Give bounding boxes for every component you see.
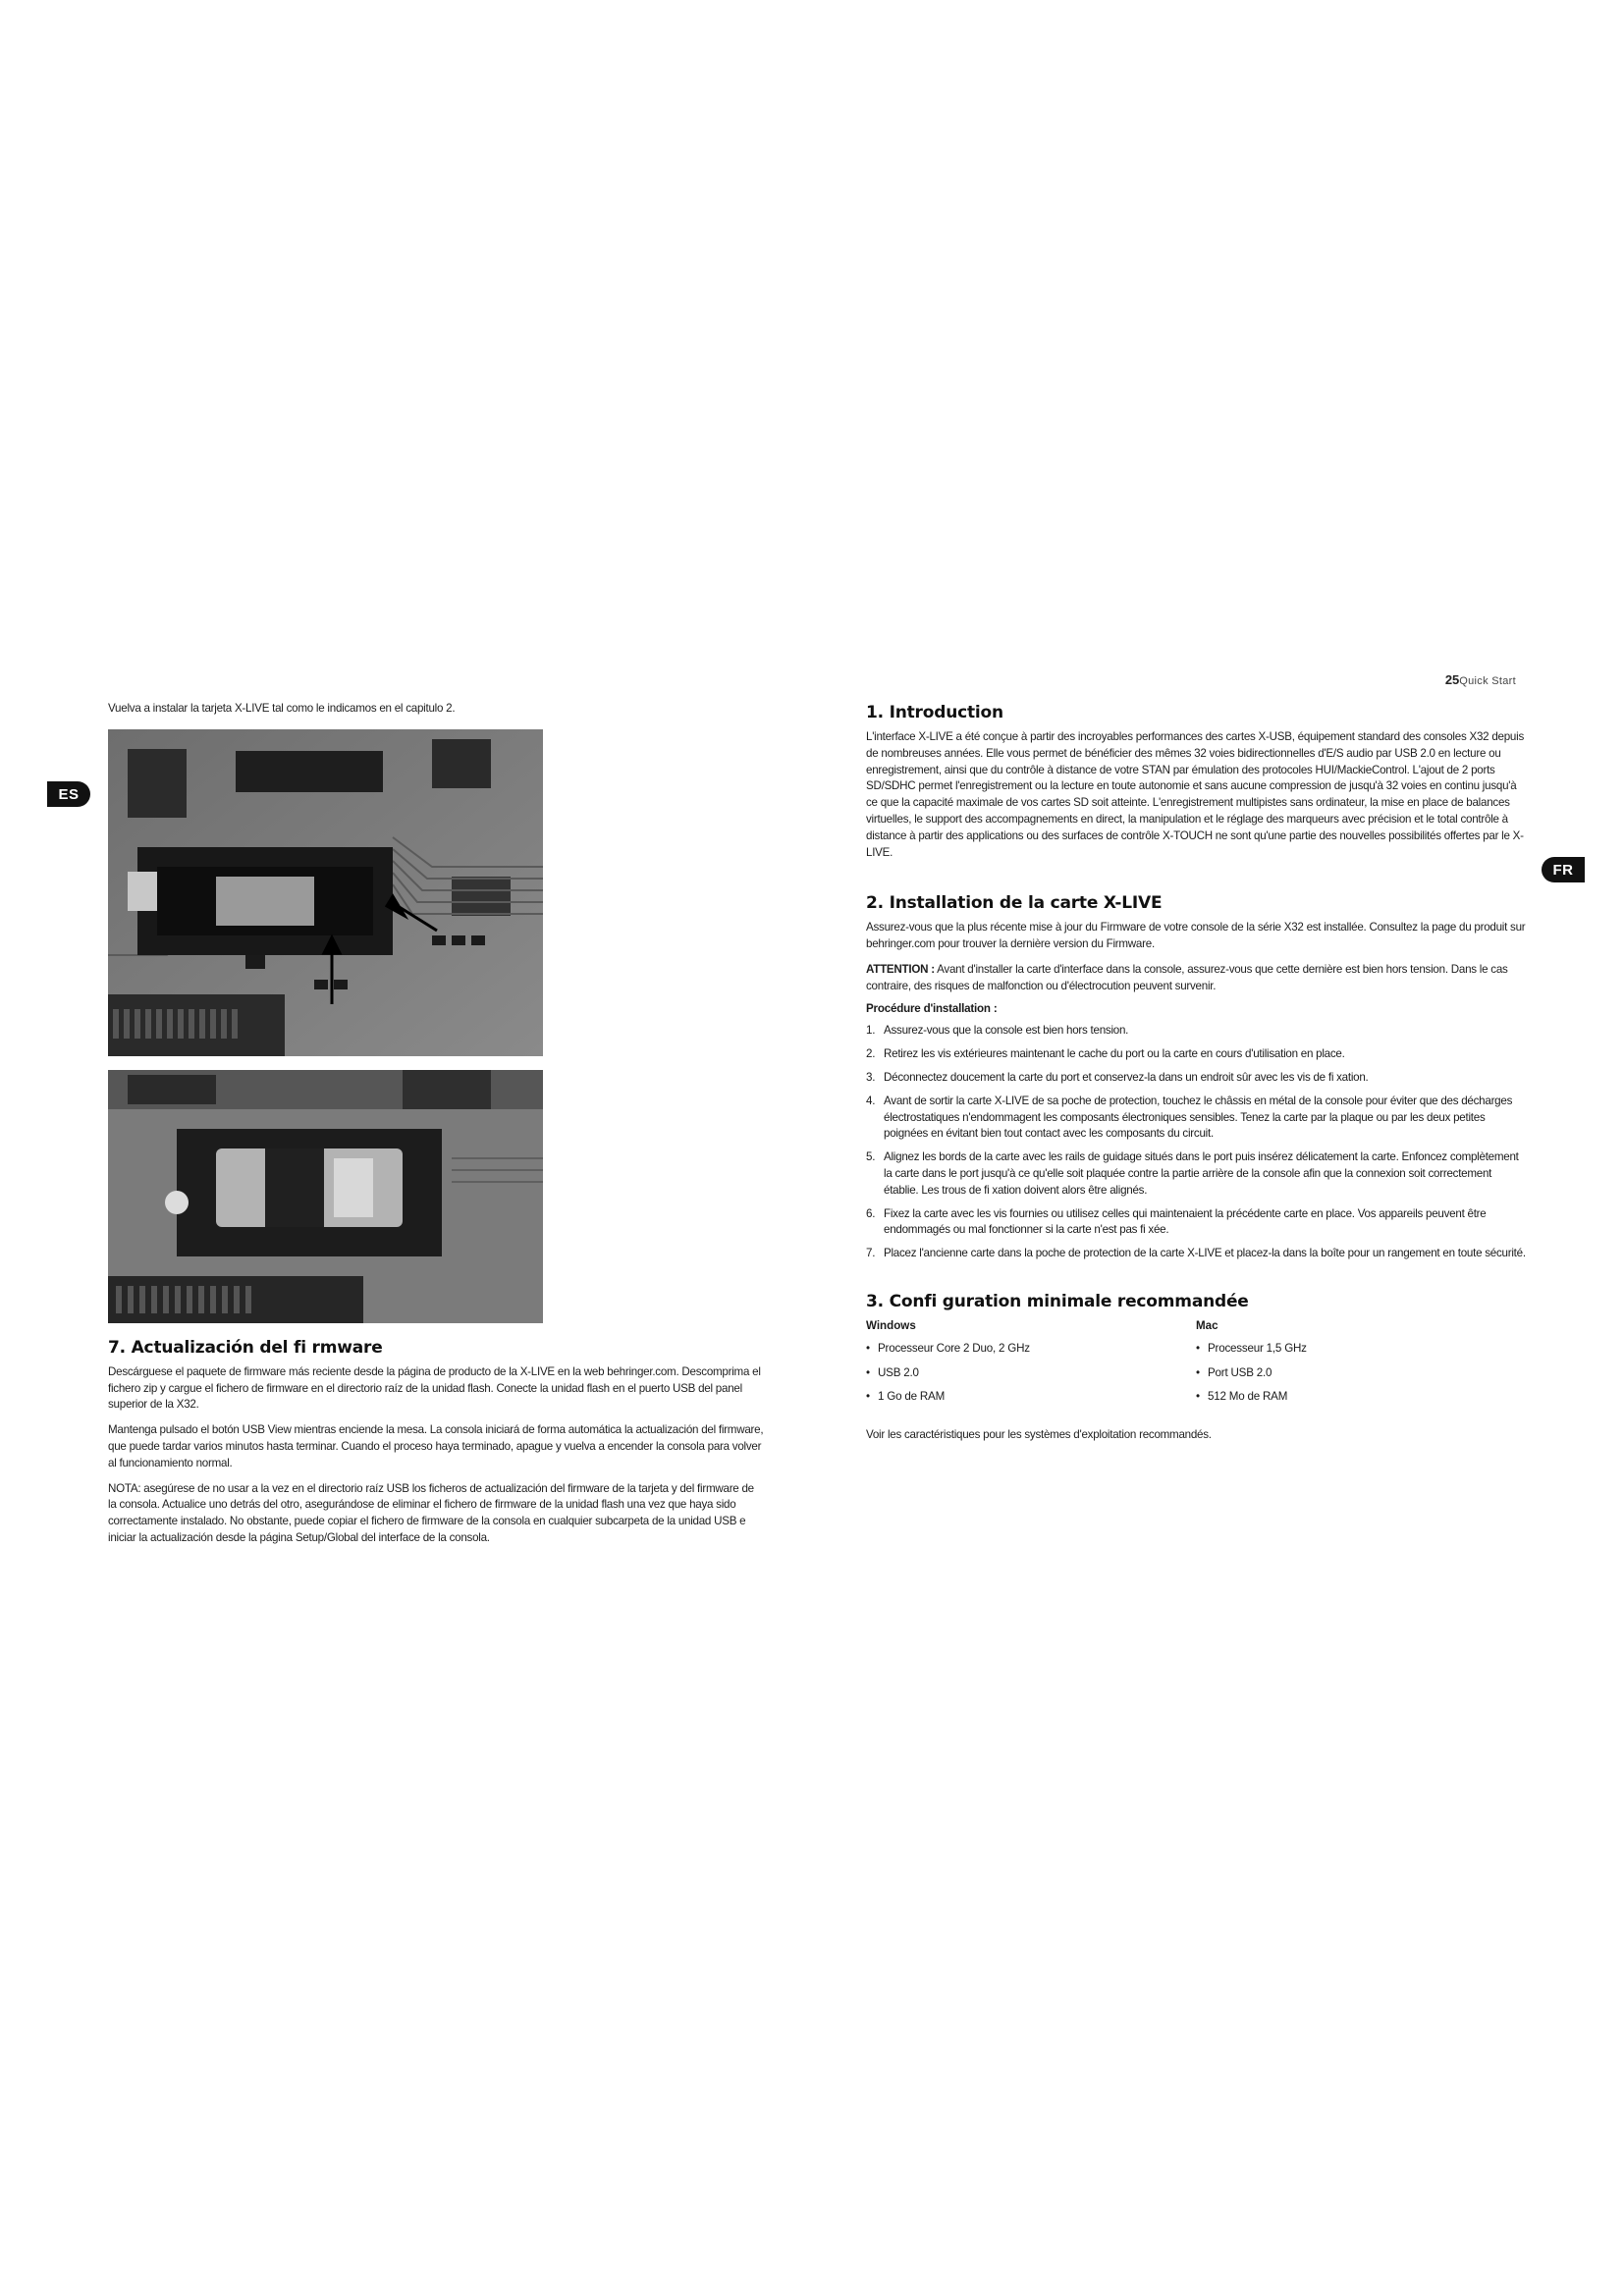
windows-requirement: • USB 2.0 [866, 1365, 1196, 1382]
right-column [866, 702, 1526, 1444]
left-intro: Vuelva a instalar la tarjeta X-LIVE tal como le indicamos en el capitulo 2. [108, 702, 456, 715]
section-2-title: 2. Installation de la carte X-LIVE [866, 893, 1163, 914]
section-7-title: 7. Actualización del fi rmware [108, 1337, 383, 1358]
section-7-paragraph-1: Descárguese el paquete de firmware más reciente desde la página de producto de la X-LIVE en la web behringer.com. Descomprima el fichero zip y cargue el fichero de firmware en el directorio raíz de la unidad flash. Conecte la unidad flash en el puerto USB del panel superior de la X32. [108, 1364, 761, 1412]
step-number: 5. [866, 1150, 876, 1164]
procedure-step [866, 1046, 1526, 1063]
procedure-title: Procédure d'installation : [866, 1001, 998, 1015]
section-1-title: 1. Introduction [866, 703, 1003, 722]
windows-requirement: • 1 Go de RAM [866, 1389, 1196, 1406]
step-text: Assurez-vous que la console est bien hors tension. [884, 1024, 1129, 1038]
step-number: 2. [866, 1047, 876, 1061]
step-text: Placez l'ancienne carte dans la poche de protection de la carte X-LIVE et placez-la dans la boîte pour un rangement en toute sécurité. [884, 1247, 1526, 1260]
mac-requirement: • Processeur 1,5 GHz [1196, 1341, 1526, 1358]
requirements-note: Voir les caractéristiques pour les systèmes d'exploitation recommandés. [866, 1428, 1212, 1442]
step-text: Avant de sortir la carte X-LIVE de sa poche de protection, touchez le châssis en métal de la console pour éviter que des décharges électrostatiques n'endommagent les composants électroniques sensibles. Tenez la carte par la plaque ou par les deux petites poignées en évitant bien tout contact avec les composants du circuit. [884, 1094, 1513, 1141]
mac-heading: Mac [1196, 1318, 1218, 1332]
step-number: 4. [866, 1094, 876, 1107]
procedure-step [866, 1206, 1526, 1240]
language-tab-es: ES [47, 781, 90, 807]
procedure-step [866, 1070, 1526, 1087]
requirements-windows [866, 1318, 1196, 1414]
attention-label: ATTENTION : [866, 962, 935, 976]
section-3 [866, 1291, 1526, 1444]
section-2 [866, 892, 1526, 1262]
step-number: 3. [866, 1070, 876, 1084]
step-number: 6. [866, 1206, 876, 1220]
section-7-paragraph-3: NOTA: asegúrese de no usar a la vez en el directorio raíz USB los ficheros de actualización del firmware de la tarjeta y del firmware de la consola. Actualice uno detrás del otro, asegurándose de eliminar el fichero de firmware de la unidad flash una vez que haya sido correctamente instalado. No obstante, puede copiar el fichero de firmware de la consola en cualquier subcarpeta de la unidad USB e iniciar la actualización desde la página Setup/Global del interface de la consola. [108, 1481, 754, 1544]
language-tab-fr: FR [1542, 857, 1585, 882]
windows-heading: Windows [866, 1318, 916, 1332]
requirements-table [866, 1318, 1526, 1414]
left-column [108, 701, 764, 1547]
section-3-title: 3. Confi guration minimale recommandée [866, 1291, 1249, 1311]
step-text: Déconnectez doucement la carte du port et conservez-la dans un endroit sûr avec les vis de fi xation. [884, 1070, 1369, 1084]
attention-text: Avant d'installer la carte d'interface dans la console, assurez-vous que cette dernière est bien hors tension. Dans le cas contraire, des risques de malfonction ou d'électrocution peuvent survenir. [866, 962, 1508, 992]
procedure-steps [866, 1023, 1526, 1262]
photo-card-slot [108, 729, 543, 1056]
step-text: Retirez les vis extérieures maintenant le cache du port ou la carte en cours d'utilisation en place. [884, 1047, 1345, 1061]
page-number-label: Quick Start [1459, 675, 1516, 687]
section-7 [108, 1337, 764, 1547]
requirements-mac [1196, 1318, 1526, 1414]
step-number: 7. [866, 1247, 876, 1260]
section-1 [866, 702, 1526, 861]
procedure-step [866, 1094, 1526, 1143]
section-1-paragraph: L'interface X-LIVE a été conçue à partir des incroyables performances des cartes X-USB, équipement standard des consoles X32 depuis de nombreuses années. Elle vous permet de bénéficier des mêmes 32 voies bidirectionnelles d'E/S audio par USB 2.0 en lecture ou enregistrement, ainsi que du contrôle à distance de votre STAN par émulation des protocoles HUI/MackieControl. L'ajout de 2 ports SD/SDHC permet l'enregistrement ou la lecture en toute autonomie et sans aucune compression de jusqu'à 32 voies en continu jusqu'à ce que la capacité maximale de vos cartes SD soit atteinte. L'enregistrement multipistes sans ordinateur, la mise en place de balances virtuelles, le support des accompagnements en direct, la manipulation et le réglage des marqueurs avec précision et le total contrôle à distance à partir des applications ou des surfaces de contrôle X-TOUCH ne sont qu'une partie des nouvelles possibilités offertes par le X-LIVE. [866, 730, 1524, 859]
windows-requirement: • Processeur Core 2 Duo, 2 GHz [866, 1341, 1196, 1358]
procedure-step [866, 1149, 1526, 1199]
section-2-paragraph: Assurez-vous que la plus récente mise à jour du Firmware de votre console de la série X32 est installée. Consultez la page du produit sur behringer.com pour trouver la dernière version du Firmware. [866, 921, 1526, 951]
mac-requirement: • Port USB 2.0 [1196, 1365, 1526, 1382]
page-number-value: 25 [1444, 672, 1460, 687]
page-number [1445, 672, 1516, 687]
mac-requirement: • 512 Mo de RAM [1196, 1389, 1526, 1406]
step-number: 1. [866, 1024, 876, 1038]
step-text: Alignez les bords de la carte avec les rails de guidage situés dans le port puis insérez délicatement la carte. Enfoncez complètement la carte dans le port jusqu'à ce qu'elle soit plaquée contre la partie arrière de la console afin que la connexion soit correctement établie. Les trous de fi xation doivent alors être alignés. [884, 1150, 1519, 1197]
procedure-step [866, 1023, 1526, 1040]
step-text: Fixez la carte avec les vis fournies ou utilisez celles qui maintenaient la précédente carte en place. Vos appareils peuvent être endommagés ou mal fonctionner si la carte n'est pas fi xée. [884, 1206, 1487, 1237]
photo-battery [108, 1070, 543, 1323]
procedure-step [866, 1246, 1526, 1262]
attention-note [866, 962, 1526, 995]
section-7-paragraph-2: Mantenga pulsado el botón USB View mientras enciende la mesa. La consola iniciará de forma automática la actualización del firmware, que puede tardar varios minutos hasta terminar. Cuando el proceso haya terminado, apague y vuelva a encender la consola para volver al funcionamiento normal. [108, 1423, 764, 1469]
